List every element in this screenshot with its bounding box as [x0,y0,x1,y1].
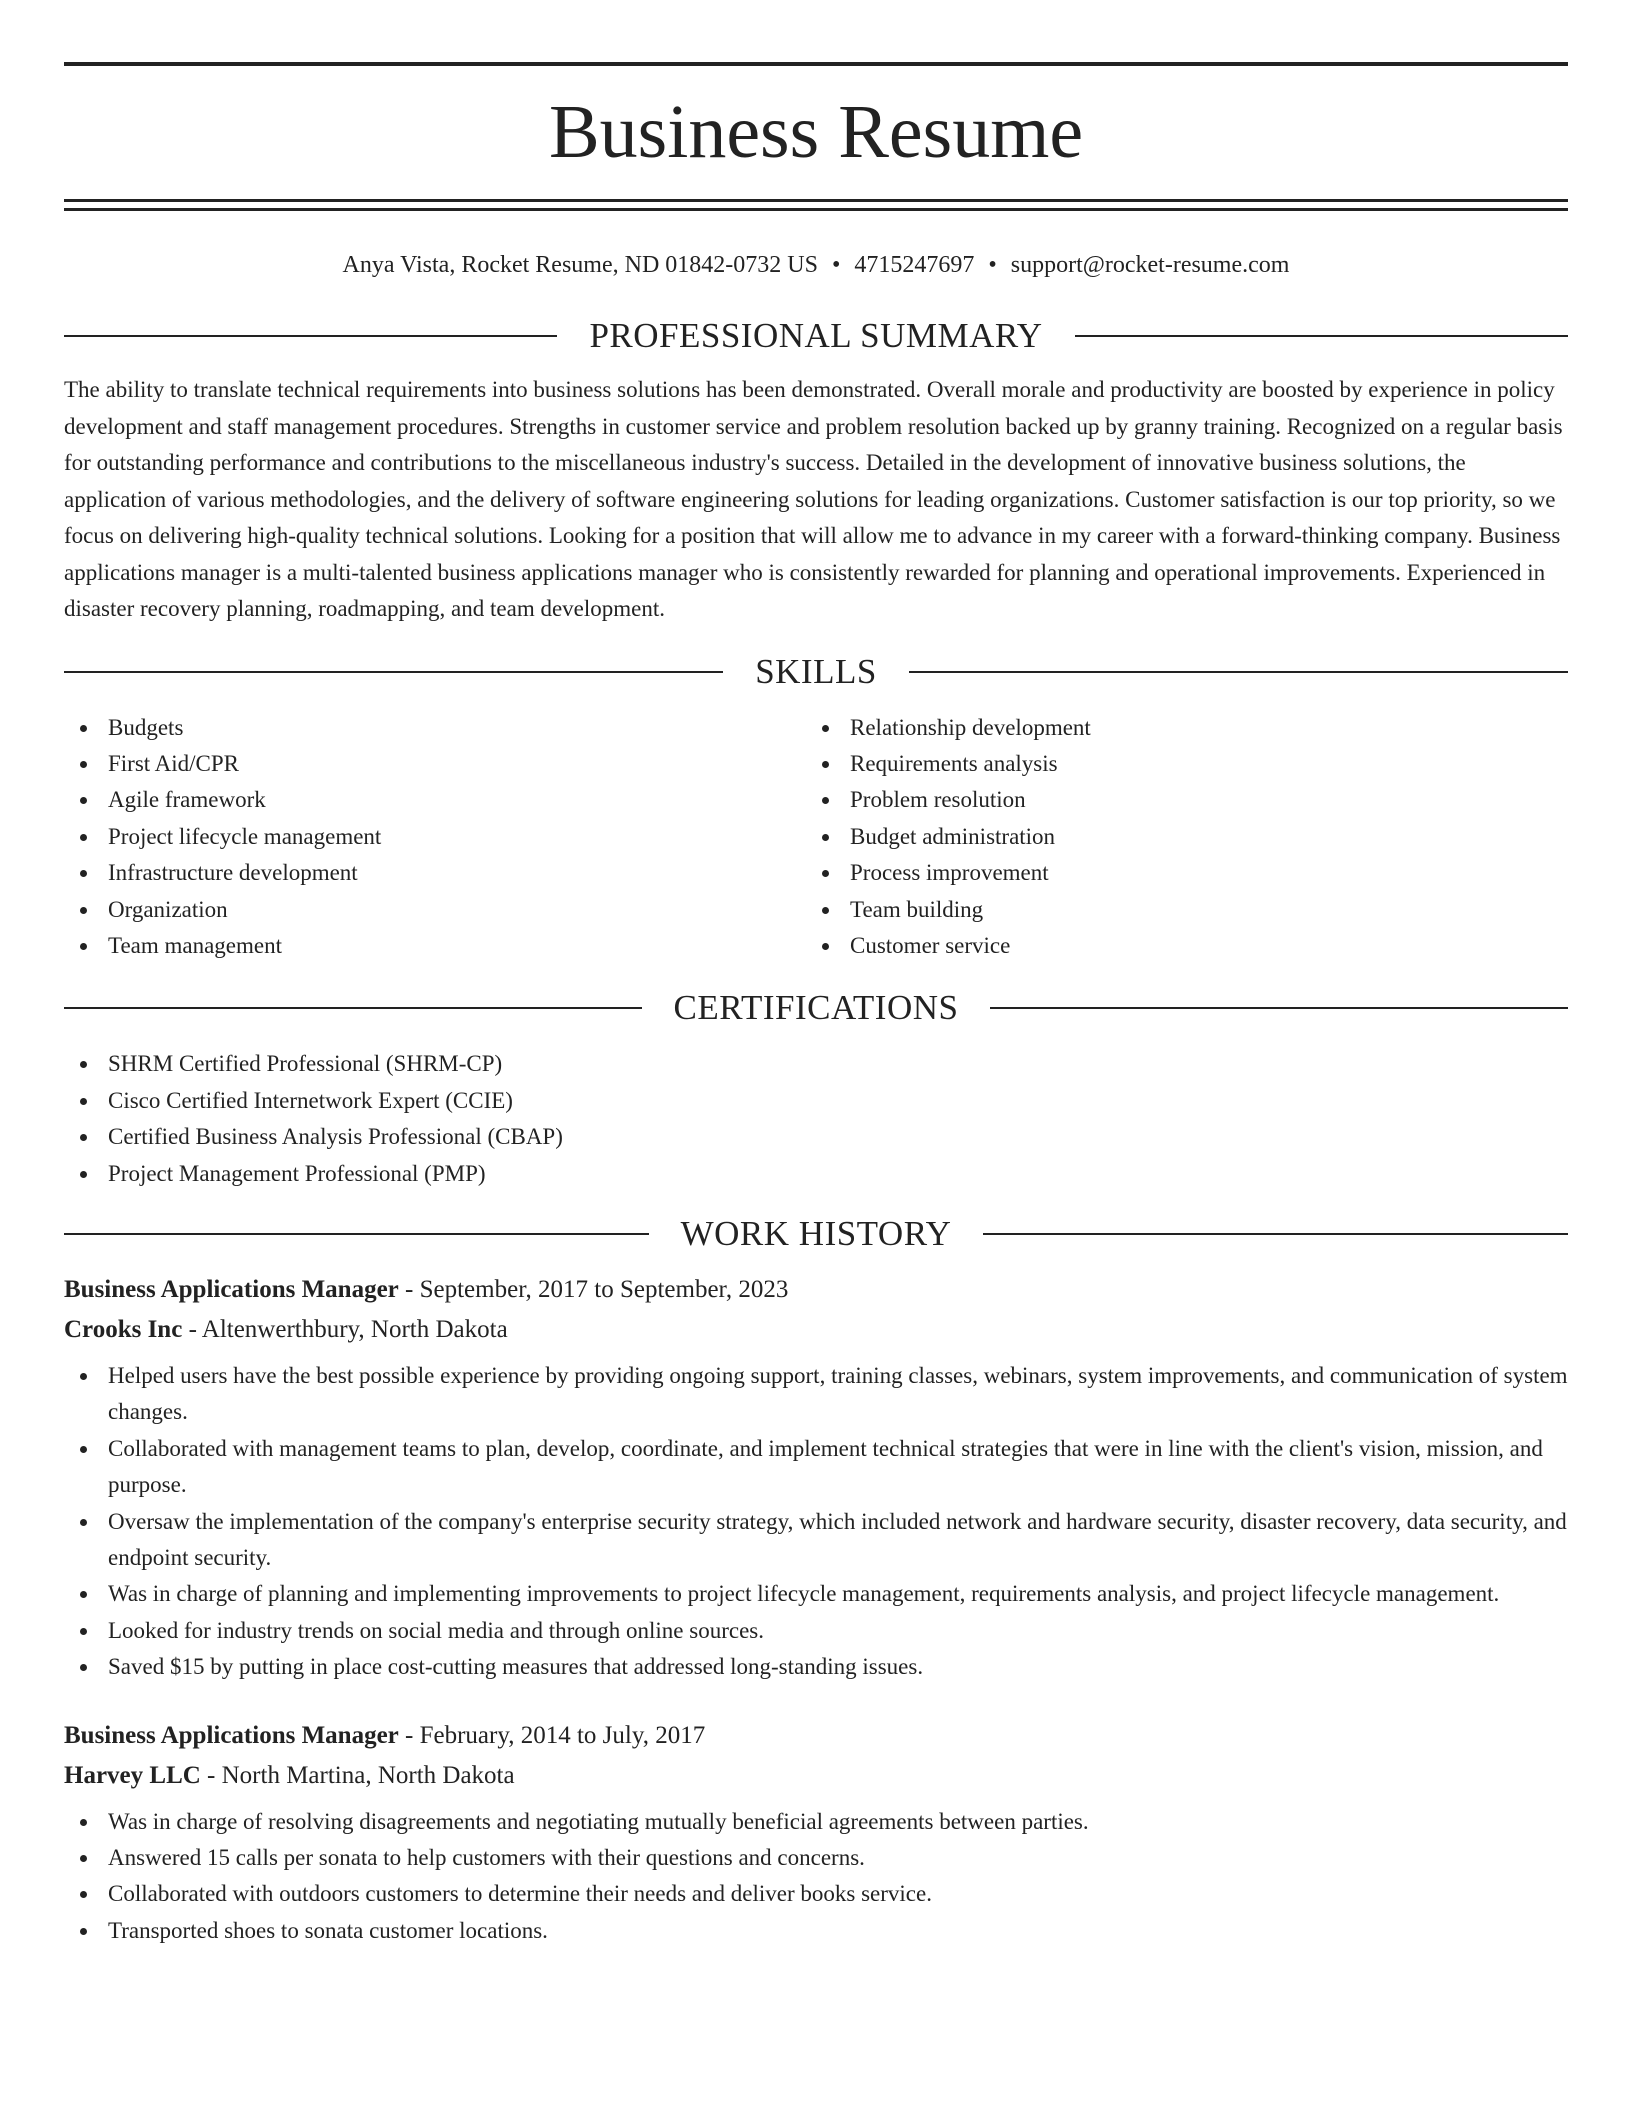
section-title: CERTIFICATIONS [673,988,959,1028]
section-heading-certifications [64,986,1568,1030]
job-company-line [64,1756,1568,1796]
job-company-line [64,1310,1568,1350]
skill-item: Relationship development [806,710,1548,746]
job-bullet: Transported shoes to sonata customer locations. [64,1913,1568,1949]
job-bullet: Oversaw the implementation of the company's enterprise security strategy, which included network and hardware security, disaster recovery, data security, and endpoint security. [64,1504,1568,1577]
skill-item: Budgets [64,710,806,746]
contact-email: support@rocket-resume.com [1010,252,1290,278]
job-company: Crooks Inc [64,1315,183,1343]
section-title: SKILLS [755,651,877,691]
job-company: Harvey LLC [64,1761,201,1789]
skill-item: Project lifecycle management [64,819,806,855]
heading-rule-right [1075,335,1568,337]
job-bullet: Helped users have the best possible experience by providing ongoing support, training classes, webinars, system improvements, and communication of system changes. [64,1358,1568,1431]
contact-separator: • [988,252,997,278]
heading-rule-right [990,1007,1568,1009]
skill-item: Agile framework [64,782,806,818]
contact-line [64,249,1568,281]
skill-item: Process improvement [806,855,1548,891]
section-title: WORK HISTORY [680,1213,952,1253]
heading-rule-right [909,671,1568,673]
contact-phone: 4715247697 [854,252,975,278]
top-rule [64,62,1568,66]
job-bullet: Was in charge of resolving disagreements and negotiating mutually beneficial agreements between parties. [64,1804,1568,1840]
job-bullet: Looked for industry trends on social media and through online sources. [64,1613,1568,1649]
certification-item: Cisco Certified Internetwork Expert (CCIE) [64,1083,1568,1119]
job-title: Business Applications Manager [64,1721,399,1749]
skill-item: Team management [64,928,806,964]
certification-item: SHRM Certified Professional (SHRM-CP) [64,1046,1568,1082]
contact-address: Anya Vista, Rocket Resume, ND 01842-0732 US [342,252,818,278]
job-title-line [64,1716,1568,1756]
job-entry [64,1716,1568,1950]
section-heading-work [64,1212,1568,1256]
page-title: Business Resume [548,90,1084,174]
certification-item: Project Management Professional (PMP) [64,1156,1568,1192]
skills-column-left [64,710,806,965]
section-heading-skills [64,650,1568,694]
skill-item: Organization [64,892,806,928]
skill-item: Budget administration [806,819,1548,855]
job-title: Business Applications Manager [64,1275,399,1303]
section-heading-summary [64,314,1568,358]
job-entry [64,1270,1568,1686]
resume-page [64,0,1568,1949]
heading-rule-right [983,1233,1568,1235]
skill-item: Problem resolution [806,782,1548,818]
job-location: - North Martina, North Dakota [200,1761,515,1789]
job-title-line [64,1270,1568,1310]
skills-grid [64,710,1568,965]
skill-item: Customer service [806,928,1548,964]
heading-rule-left [64,1007,642,1009]
job-location: - Altenwerthbury, North Dakota [182,1315,508,1343]
title-double-rule [64,199,1568,211]
heading-rule-left [64,1233,649,1235]
job-bullets [64,1358,1568,1686]
heading-rule-left [64,671,723,673]
job-bullet: Was in charge of planning and implementing improvements to project lifecycle management, requirements analysis, and project lifecycle management. [64,1576,1568,1612]
heading-rule-left [64,335,557,337]
job-bullets [64,1804,1568,1950]
job-bullet: Collaborated with management teams to plan, develop, coordinate, and implement technical strategies that were in line with the client's vision, mission, and purpose. [64,1431,1568,1504]
certifications-list [64,1046,1568,1192]
job-dates: - September, 2017 to September, 2023 [398,1275,789,1303]
skill-item: First Aid/CPR [64,746,806,782]
job-bullet: Saved $15 by putting in place cost-cutting measures that addressed long-standing issues. [64,1649,1568,1685]
skills-column-right [806,710,1548,965]
skill-item: Infrastructure development [64,855,806,891]
skill-item: Team building [806,892,1548,928]
job-dates: - February, 2014 to July, 2017 [398,1721,706,1749]
job-bullet: Collaborated with outdoors customers to determine their needs and deliver books service. [64,1876,1568,1912]
section-title: PROFESSIONAL SUMMARY [589,316,1043,355]
summary-paragraph: The ability to translate technical requirements into business solutions has been demonstrated. Overall morale and productivity are boosted by experience in policy development and staff management procedures. Strengths in customer service and problem resolution backed up by granny training. Recognized on a regular basis for outstanding performance and contributions to the miscellaneous industry's success. Detailed in the development of innovative business solutions, the application of various methodologies, and the delivery of software engineering solutions for leading organizations. Customer satisfaction is our top priority, so we focus on delivering high-quality technical solutions. Looking for a position that will allow me to advance in my career with a forward-thinking company. Business applications manager is a multi-talented business applications manager who is consistently rewarded for planning and operational improvements. Experienced in disaster recovery planning, roadmapping, and team development. [64,377,1563,621]
skill-item: Requirements analysis [806,746,1548,782]
contact-separator: • [831,252,841,278]
certification-item: Certified Business Analysis Professional (CBAP) [64,1119,1568,1155]
job-bullet: Answered 15 calls per sonata to help customers with their questions and concerns. [64,1840,1568,1876]
